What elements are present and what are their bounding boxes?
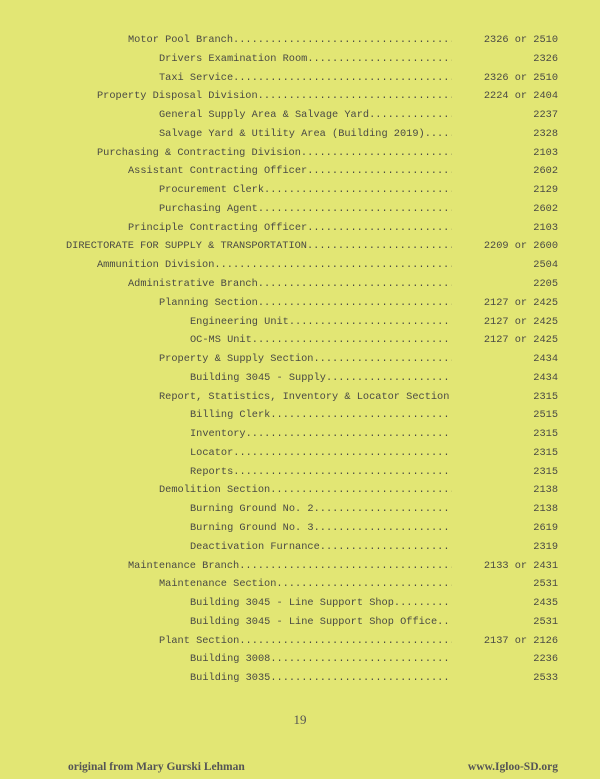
dot-leader: [252, 332, 452, 348]
entry-label: Assistant Contracting Officer: [128, 165, 308, 178]
dot-leader: [307, 238, 452, 254]
extension-number: 2236: [533, 653, 558, 666]
entry-label: Maintenance Branch: [128, 559, 240, 572]
extension-number: 2315: [533, 465, 558, 478]
dot-leader: [239, 633, 452, 649]
directory-entry: [159, 70, 558, 86]
footer-website: www.Igloo-SD.org: [467, 761, 558, 773]
entry-label: Ammunition Division: [97, 259, 215, 272]
directory-entry: [159, 351, 558, 367]
dot-leader: [264, 182, 452, 198]
footer-credit: original from Mary Gurski Lehman: [68, 761, 245, 773]
entry-label: DIRECTORATE FOR SUPPLY & TRANSPORTATION: [66, 240, 307, 253]
directory-entry: [190, 520, 558, 536]
directory-entry: [190, 501, 558, 517]
extension-number: 2319: [533, 540, 558, 553]
directory-entry: [97, 88, 558, 104]
entry-label: Plant Section: [159, 634, 240, 647]
entry-label: Locator: [190, 446, 234, 459]
directory-entry: [190, 464, 558, 480]
directory-entry: [66, 238, 558, 254]
extension-number: 2434: [533, 371, 558, 384]
directory-entry: [128, 220, 558, 236]
extension-number: 2435: [533, 597, 558, 610]
extension-number: 2127 or 2425: [483, 334, 558, 347]
dot-leader: [239, 558, 452, 574]
entry-label: OC-MS Unit: [190, 334, 252, 347]
directory-entry: [128, 32, 558, 48]
dot-leader: [270, 651, 452, 667]
extension-number: 2127 or 2425: [483, 315, 558, 328]
entry-label: Building 3045 - Line Support Shop Office: [190, 615, 438, 628]
extension-number: 2326 or 2510: [483, 34, 558, 46]
directory-entry: [97, 257, 558, 273]
dot-leader: [437, 614, 452, 630]
extension-number: 2602: [533, 165, 558, 178]
entry-label: Building 3008: [190, 653, 271, 666]
dot-leader: [301, 145, 452, 161]
dot-leader: [258, 276, 452, 292]
dot-leader: [314, 501, 452, 517]
entry-label: Purchasing Agent: [159, 202, 258, 215]
entry-label: Taxi Service: [159, 71, 234, 84]
entry-label: Burning Ground No. 3: [190, 522, 314, 535]
dot-leader: [233, 464, 452, 480]
extension-number: 2133 or 2431: [483, 559, 558, 572]
extension-number: 2315: [533, 390, 558, 403]
extension-number: 2515: [533, 409, 558, 422]
extension-number: 2137 or 2126: [483, 634, 558, 647]
entry-label: Report, Statistics, Inventory & Locator Section: [159, 390, 450, 403]
entry-label: Maintenance Section: [159, 578, 277, 591]
extension-number: 2326: [533, 52, 558, 65]
entry-label: Administrative Branch: [128, 278, 258, 290]
dot-leader: [258, 88, 452, 104]
directory-entry: [159, 51, 558, 67]
directory-entry: [159, 633, 558, 649]
dot-leader: [369, 107, 452, 123]
directory-entry: [159, 482, 558, 498]
directory-entry: [128, 276, 558, 292]
entry-label: Salvage Yard & Utility Area (Building 2019): [159, 127, 425, 140]
directory-entry: [190, 651, 558, 667]
directory-entry: [159, 107, 558, 123]
entry-label: Building 3045 - Line Support Shop: [190, 597, 394, 610]
dot-leader: [307, 51, 452, 67]
entry-label: Inventory: [190, 428, 246, 441]
extension-number: 2619: [533, 522, 558, 535]
extension-number: 2328: [533, 127, 558, 140]
entry-label: Building 3035: [190, 672, 271, 685]
directory-entry: [159, 201, 558, 217]
page-number: 19: [293, 712, 307, 727]
extension-number: 2138: [533, 484, 558, 497]
extension-number: 2205: [533, 278, 558, 290]
extension-number: 2224 or 2404: [483, 90, 558, 103]
directory-entry: [128, 558, 558, 574]
dot-leader: [394, 595, 452, 611]
entry-label: Principle Contracting Officer: [128, 221, 308, 234]
directory-entry: [190, 426, 558, 442]
entry-label: Building 3045 - Supply: [190, 371, 326, 384]
dot-leader: [313, 351, 452, 367]
directory-entry: [190, 445, 558, 461]
dot-leader: [425, 126, 452, 142]
directory-entry: [190, 614, 558, 630]
directory-entry: [190, 670, 558, 686]
entry-label: Engineering Unit: [190, 315, 289, 328]
directory-entry: [190, 370, 558, 386]
entry-label: Purchasing & Contracting Division: [97, 146, 301, 159]
dot-leader: [258, 201, 452, 217]
entry-label: Reports: [190, 465, 234, 478]
extension-number: 2129: [533, 184, 558, 197]
dot-leader: [233, 445, 452, 461]
entry-label: Procurement Clerk: [159, 184, 265, 197]
dot-leader: [289, 314, 452, 330]
entry-label: Property Disposal Division: [97, 90, 258, 103]
extension-number: 2326 or 2510: [483, 71, 558, 84]
directory-entry: [190, 539, 558, 555]
entry-label: Planning Section: [159, 296, 258, 309]
dot-leader: [314, 520, 452, 536]
directory-entry: [159, 576, 558, 592]
entry-label: Billing Clerk: [190, 409, 271, 422]
directory-entry: [190, 332, 558, 348]
directory-entry: [190, 314, 558, 330]
extension-number: 2315: [533, 428, 558, 441]
dot-leader: [320, 539, 452, 555]
directory-entry: [190, 407, 558, 423]
directory-entry: [128, 163, 558, 179]
entry-label: Deactivation Furnance: [190, 540, 320, 553]
extension-number: 2531: [533, 615, 558, 628]
directory-entry: [159, 389, 558, 405]
extension-number: 2209 or 2600: [483, 240, 558, 253]
entry-label: Drivers Examination Room: [159, 52, 308, 65]
extension-number: 2127 or 2425: [483, 296, 558, 309]
entry-label: General Supply Area & Salvage Yard: [159, 109, 370, 122]
dot-leader: [214, 257, 452, 273]
extension-number: 2434: [533, 353, 558, 366]
extension-number: 2237: [533, 109, 558, 122]
extension-number: 2103: [533, 146, 558, 159]
dot-leader: [258, 295, 452, 311]
entry-label: Demolition Section: [159, 484, 271, 497]
directory-entry: [159, 295, 558, 311]
dot-leader: [233, 32, 452, 48]
extension-number: 2103: [533, 221, 558, 234]
dot-leader: [270, 407, 452, 423]
extension-number: 2533: [533, 672, 558, 685]
dot-leader: [270, 670, 452, 686]
directory-entry: [97, 145, 558, 161]
dot-leader: [307, 163, 452, 179]
extension-number: 2531: [533, 578, 558, 591]
extension-number: 2315: [533, 446, 558, 459]
dot-leader: [270, 482, 452, 498]
dot-leader: [246, 426, 452, 442]
dot-leader: [307, 220, 452, 236]
directory-entry: [190, 595, 558, 611]
directory-entry: [159, 182, 558, 198]
dot-leader: [276, 576, 452, 592]
directory-entry: [159, 126, 558, 142]
entry-label: Burning Ground No. 2: [190, 503, 314, 516]
extension-number: 2504: [533, 259, 558, 272]
extension-number: 2138: [533, 503, 558, 516]
entry-label: Property & Supply Section: [159, 353, 314, 366]
extension-number: 2602: [533, 202, 558, 215]
dot-leader: [233, 70, 452, 86]
dot-leader: [326, 370, 452, 386]
entry-label: Motor Pool Branch: [128, 34, 234, 46]
